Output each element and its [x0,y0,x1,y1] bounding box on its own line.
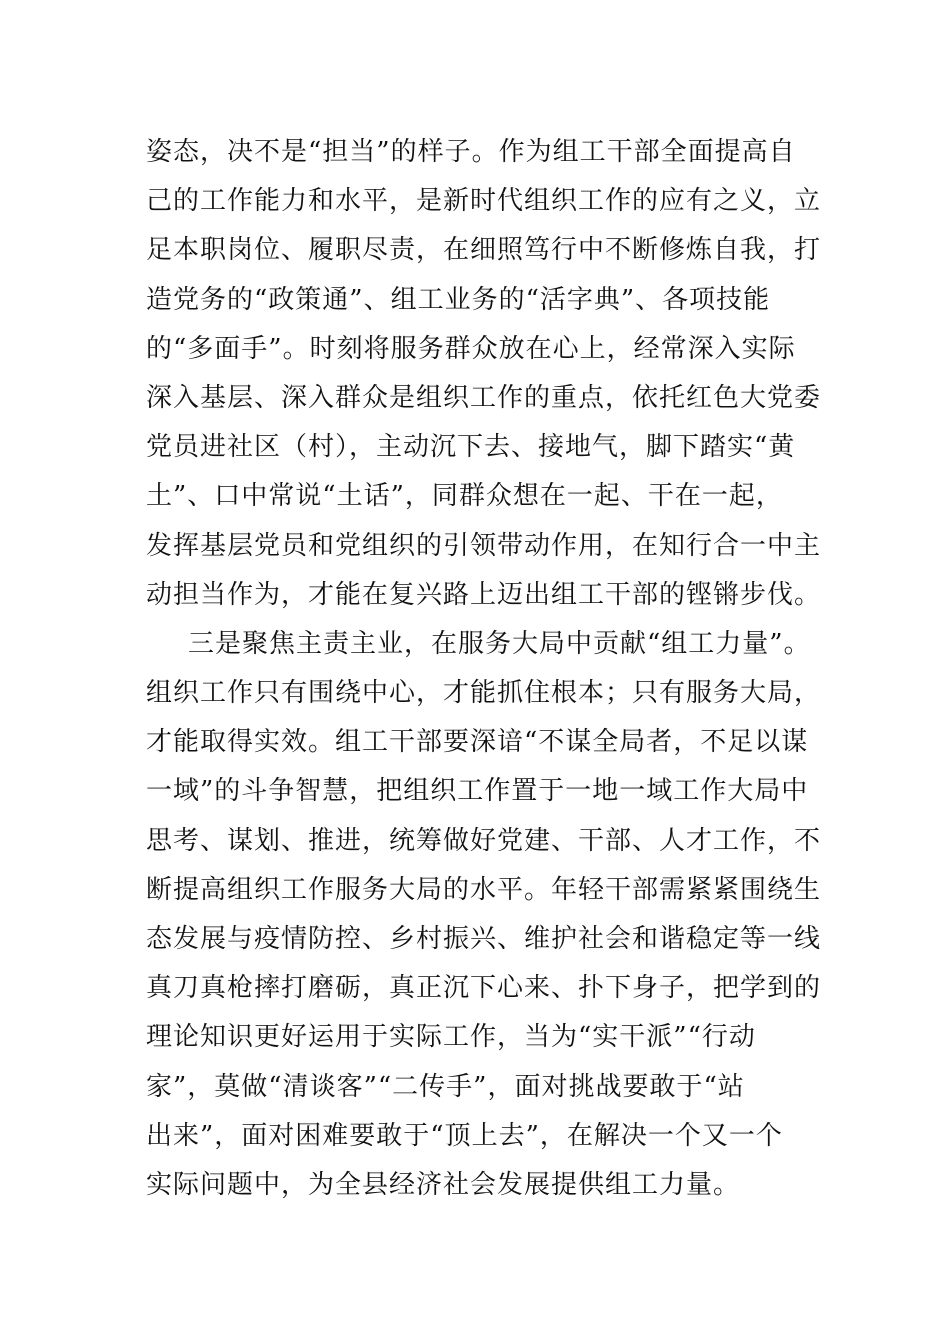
text-line: 造党务的“政策通”、组工业务的“活字典”、各项技能 [146,284,771,315]
text-line: 党员进社区（村），主动沉下去、接地气，脚下踏实“黄 [146,432,796,463]
text-line: 理论知识更好运用于实际工作，当为“实干派”“行动 [146,1022,756,1053]
text-line: 出来”，面对困难要敢于“顶上去”，在解决一个又一个 [146,1120,783,1151]
text-line: 足本职岗位、履职尽责，在细照笃行中不断修炼自我，打 [146,235,822,266]
text-line: 己的工作能力和水平，是新时代组织工作的应有之义，立 [146,186,822,217]
body-text [146,128,822,1210]
text-line: 姿态，决不是“担当”的样子。作为组工干部全面提高自 [146,137,796,167]
text-line: 土”、口中常说“土话”，同群众想在一起、干在一起， [146,481,783,512]
paragraph-heading-line: 三是聚焦主责主业，在服务大局中贡献“组工力量”。 [188,628,811,659]
text-line: 思考、谋划、推进，统筹做好党建、干部、人才工作，不 [146,825,822,856]
text-line: 动担当作为，才能在复兴路上迈出组工干部的铿锵步伐。 [146,579,822,610]
text-line: 态发展与疫情防控、乡村振兴、维护社会和谐稳定等一线 [146,924,822,954]
text-line: 一域”的斗争智慧，把组织工作置于一地一域工作大局中 [146,776,809,807]
text-line: 断提高组织工作服务大局的水平。年轻干部需紧紧围绕生 [146,874,822,905]
text-line: 的“多面手”。时刻将服务群众放在心上，经常深入实际 [146,333,796,364]
text-line: 组织工作只有围绕中心，才能抓住根本；只有服务大局， [146,678,822,709]
text-line: 家”，莫做“清谈客”“二传手”，面对挑战要敢于“站 [146,1071,745,1102]
text-line: 真刀真枪摔打磨砺，真正沉下心来、扑下身子，把学到的 [146,973,822,1004]
text-line: 才能取得实效。组工干部要深谙“不谋全局者，不足以谋 [146,727,809,758]
text-line: 深入基层、深入群众是组织工作的重点，依托红色大党委 [146,382,822,413]
text-line: 实际问题中，为全县经济社会发展提供组工力量。 [146,1169,741,1200]
text-line: 发挥基层党员和党组织的引领带动作用，在知行合一中主 [146,530,822,561]
